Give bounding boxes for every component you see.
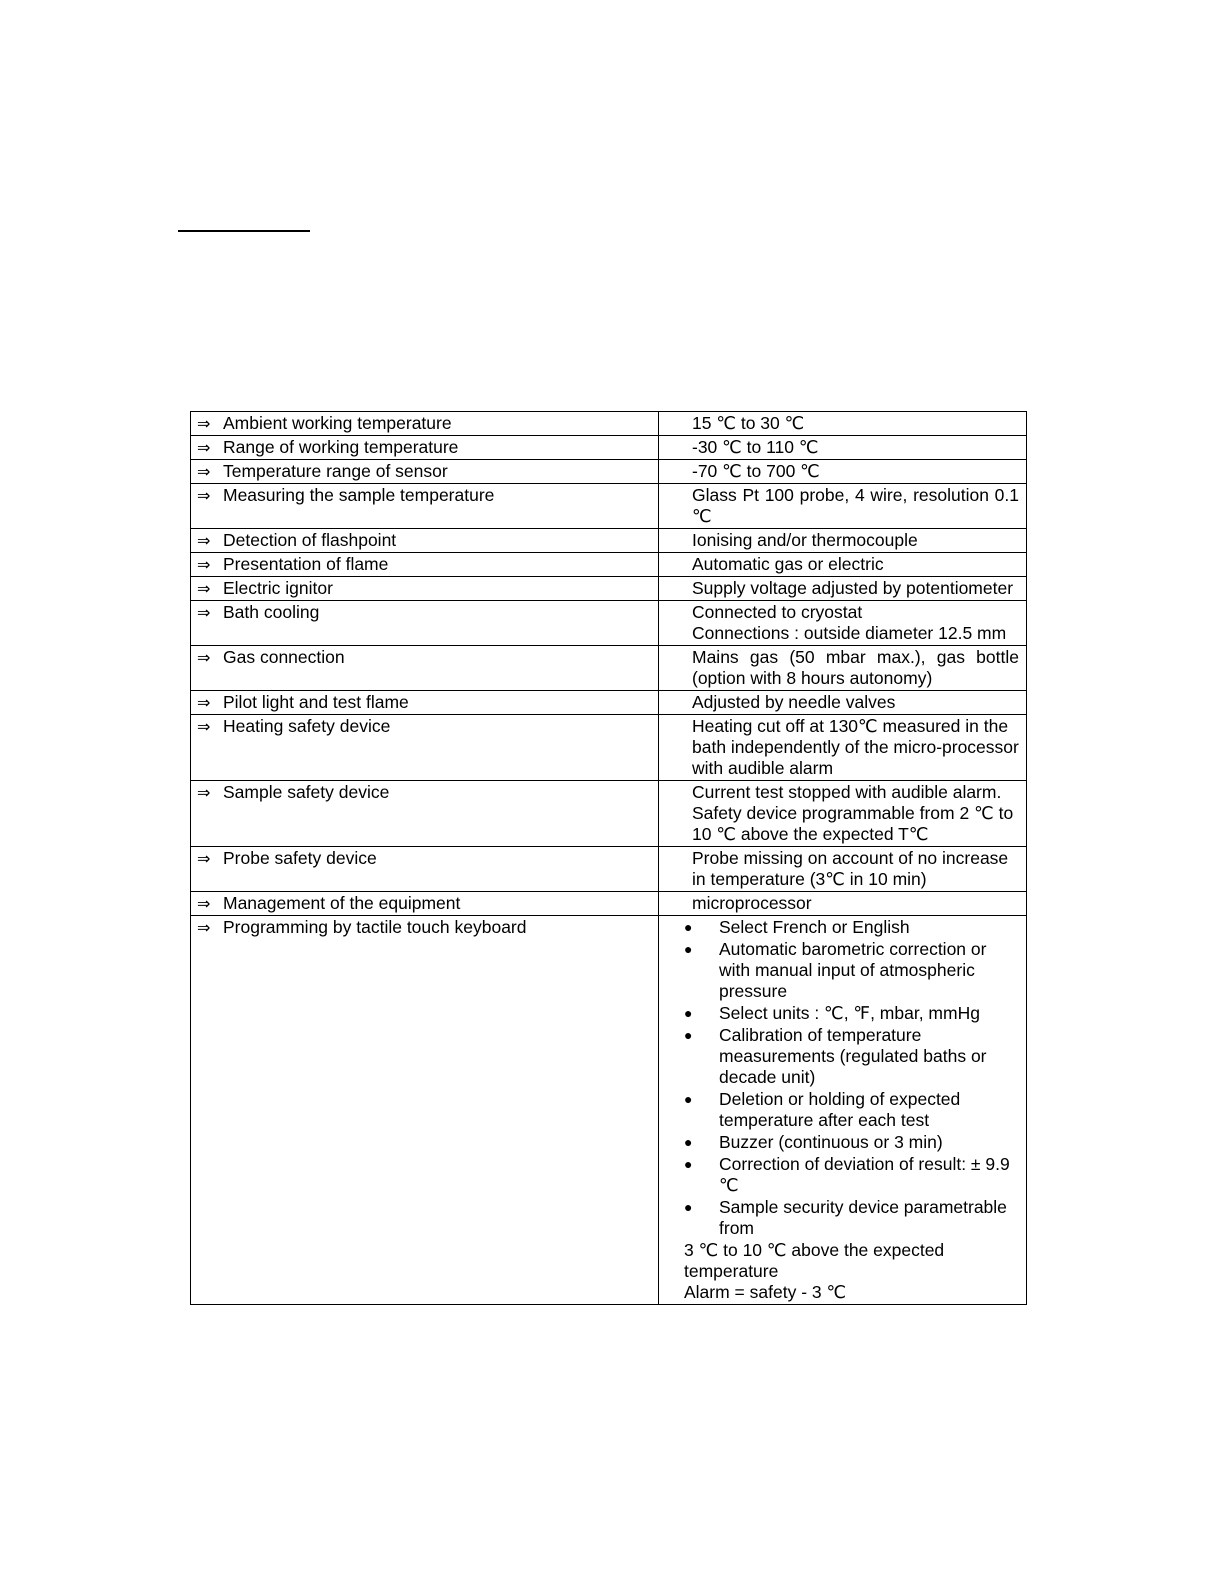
value-cell: Ionising and/or thermocouple [659, 529, 1027, 553]
value-line: 3 ℃ to 10 ℃ above the expected temperature [684, 1240, 945, 1281]
parameter-cell: ⇒ Management of the equipment [191, 892, 659, 916]
parameter-cell: ⇒ Range of working temperature [191, 436, 659, 460]
value-cell: Mains gas (50 mbar max.), gas bottle (option with 8 hours autonomy) [659, 646, 1027, 691]
table-row [191, 892, 1027, 916]
list-item: ● Select units : ℃, ℉, mbar, mmHg [684, 1003, 980, 1023]
bullet-icon: ● [684, 1005, 693, 1021]
double-arrow-right-icon: ⇒ [197, 462, 211, 481]
double-arrow-right-icon: ⇒ [197, 438, 211, 457]
value-cell: Supply voltage adjusted by potentiometer [659, 577, 1027, 601]
value-cell: Heating cut off at 130℃ measured in the bath independently of the micro-processor with audible alarm [659, 715, 1027, 781]
value-cell: Probe missing on account of no increase in temperature (3℃ in 10 min) [659, 847, 1027, 892]
table-row [191, 412, 1027, 436]
table-row [191, 553, 1027, 577]
double-arrow-right-icon: ⇒ [197, 603, 211, 622]
table-row [191, 847, 1027, 892]
value-line: Connected to cryostat [692, 602, 863, 622]
bullet-icon: ● [684, 941, 693, 957]
double-arrow-right-icon: ⇒ [197, 531, 211, 550]
bullet-icon: ● [684, 1134, 693, 1150]
parameter-cell: ⇒ Gas connection [191, 646, 659, 691]
parameter-cell: ⇒ Detection of flashpoint [191, 529, 659, 553]
table-row [191, 781, 1027, 847]
double-arrow-right-icon: ⇒ [197, 918, 211, 937]
double-arrow-right-icon: ⇒ [197, 555, 211, 574]
bullet-icon: ● [684, 919, 693, 935]
specifications-table [190, 411, 1027, 1305]
value-cell: Automatic gas or electric [659, 553, 1027, 577]
value-cell: Adjusted by needle valves [659, 691, 1027, 715]
table-row [191, 529, 1027, 553]
double-arrow-right-icon: ⇒ [197, 693, 211, 712]
table-row [191, 601, 1027, 646]
double-arrow-right-icon: ⇒ [197, 648, 211, 667]
parameter-cell: ⇒ Electric ignitor [191, 577, 659, 601]
double-arrow-right-icon: ⇒ [197, 717, 211, 736]
list-item: ● Deletion or holding of expected temperature after each test [684, 1089, 961, 1130]
value-cell: Glass Pt 100 probe, 4 wire, resolution 0.1 ℃ [659, 484, 1027, 529]
value-cell [659, 916, 1027, 1305]
trailing-text [684, 1240, 1019, 1303]
list-item: ● Automatic barometric correction or with manual input of atmospheric pressure [684, 939, 987, 1001]
value-line: Alarm = safety - 3 ℃ [684, 1282, 847, 1302]
table-row [191, 715, 1027, 781]
parameter-cell: ⇒ Presentation of flame [191, 553, 659, 577]
parameter-cell: ⇒ Bath cooling [191, 601, 659, 646]
list-item: ● Correction of deviation of result: ± 9.9 ℃ [684, 1154, 1010, 1195]
list-item: ● Sample security device parametrable from [684, 1197, 1007, 1238]
parameter-cell: ⇒ Measuring the sample temperature [191, 484, 659, 529]
heading-underline [178, 230, 310, 232]
parameter-cell: ⇒ Pilot light and test flame [191, 691, 659, 715]
value-cell [659, 601, 1027, 646]
parameter-cell: ⇒ Sample safety device [191, 781, 659, 847]
double-arrow-right-icon: ⇒ [197, 486, 211, 505]
value-cell: -30 ℃ to 110 ℃ [659, 436, 1027, 460]
parameter-cell: ⇒ Programming by tactile touch keyboard [191, 916, 659, 1305]
double-arrow-right-icon: ⇒ [197, 849, 211, 868]
table-row [191, 460, 1027, 484]
double-arrow-right-icon: ⇒ [197, 894, 211, 913]
value-cell: -70 ℃ to 700 ℃ [659, 460, 1027, 484]
double-arrow-right-icon: ⇒ [197, 579, 211, 598]
table-row [191, 691, 1027, 715]
parameter-cell: ⇒ Temperature range of sensor [191, 460, 659, 484]
list-item: ● Calibration of temperature measurements (regulated baths or decade unit) [684, 1025, 987, 1087]
parameter-cell: ⇒ Heating safety device [191, 715, 659, 781]
table-row [191, 916, 1027, 1305]
table-row [191, 577, 1027, 601]
value-cell: Current test stopped with audible alarm. Safety device programmable from 2 ℃ to 10 ℃ above the expected T℃ [659, 781, 1027, 847]
bullet-icon: ● [684, 1156, 693, 1172]
parameter-cell: ⇒ Probe safety device [191, 847, 659, 892]
bullet-list [684, 917, 1019, 1239]
value-cell: microprocessor [659, 892, 1027, 916]
table-row [191, 646, 1027, 691]
parameter-cell: ⇒ Ambient working temperature [191, 412, 659, 436]
bullet-icon: ● [684, 1091, 693, 1107]
double-arrow-right-icon: ⇒ [197, 783, 211, 802]
value-cell: 15 ℃ to 30 ℃ [659, 412, 1027, 436]
table-row [191, 484, 1027, 529]
bullet-icon: ● [684, 1199, 693, 1215]
list-item: ● Buzzer (continuous or 3 min) [684, 1132, 943, 1152]
list-item: ● Select French or English [684, 917, 910, 937]
bullet-icon: ● [684, 1027, 693, 1043]
double-arrow-right-icon: ⇒ [197, 414, 211, 433]
table-row [191, 436, 1027, 460]
value-line: Connections : outside diameter 12.5 mm [692, 623, 1007, 643]
